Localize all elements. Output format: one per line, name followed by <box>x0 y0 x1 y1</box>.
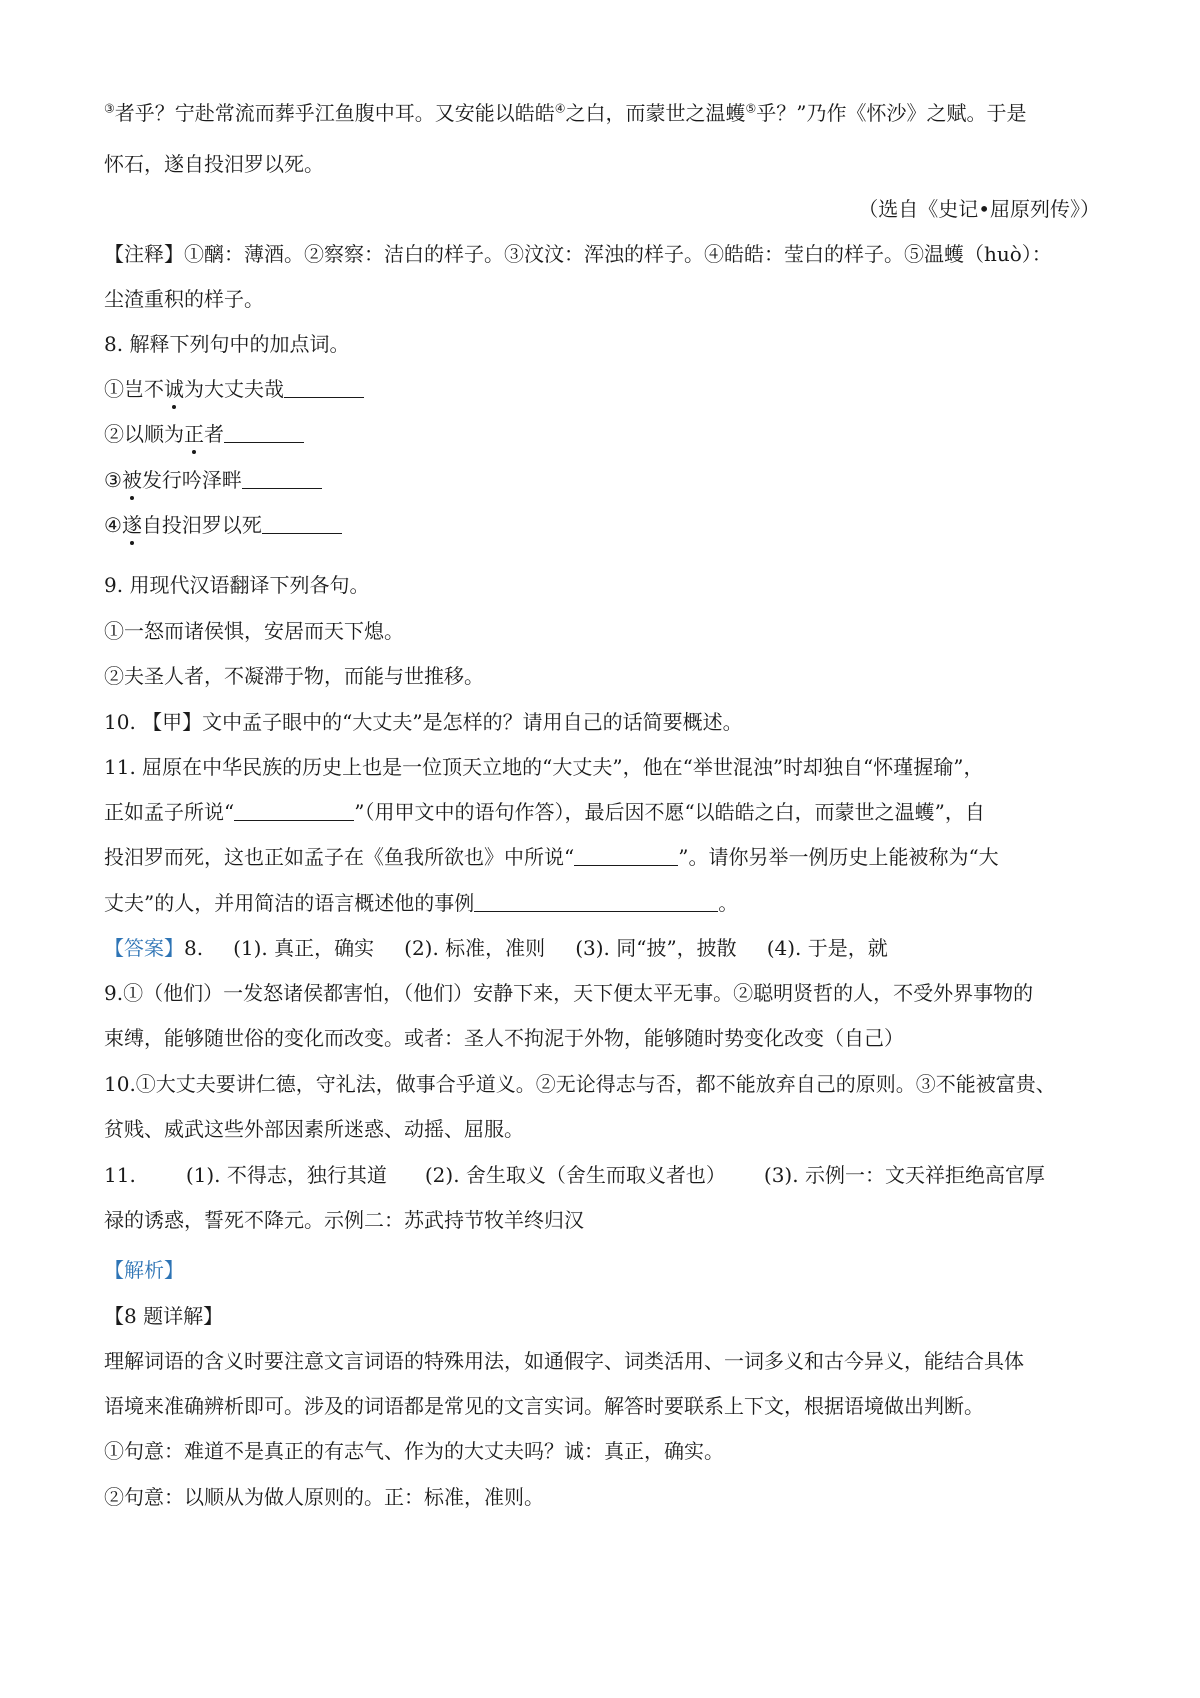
answer-blank <box>224 422 304 443</box>
answer-q9-line-2: 束缚，能够随世俗的变化而改变。或者：圣人不拘泥于外物，能够随时势变化改变（自己） <box>104 1026 904 1050</box>
passage-line-2: 怀石，遂自投汨罗以死。 <box>104 152 324 176</box>
answer-blank <box>474 891 718 912</box>
analysis-label: 【解析】 <box>104 1258 184 1282</box>
analysis-q8-heading: 【8 题详解】 <box>104 1304 224 1328</box>
q8-title: 8. 解释下列句中的加点词。 <box>104 332 350 356</box>
q11-line-1: 11. 屈原在中华民族的历史上也是一位顶天立地的“大丈夫”，他在“举世混浊”时却独自“怀瑾握瑜”， <box>104 755 984 779</box>
q11-line-4: 丈夫”的人，并用简洁的语言概述他的事例 。 <box>104 891 739 915</box>
notes-line-1: 【注释】①醨：薄酒。②察察：洁白的样子。③汶汶：浑浊的样子。④皓皓：莹白的样子。⑤温蠖（huò）： <box>104 242 1052 266</box>
analysis-item-1: ①句意：难道不是真正的有志气、作为的大丈夫吗？诚：真正，确实。 <box>104 1439 724 1463</box>
dotted-word: 诚 <box>164 377 184 401</box>
analysis-p1-line-2: 语境来准确辨析即可。涉及的词语都是常见的文言实词。解答时要联系上下文，根据语境做出判断。 <box>104 1394 984 1418</box>
answer-blank <box>234 800 354 821</box>
passage-source: （选自《史记•屈原列传》） <box>858 197 1100 221</box>
answer-blank <box>574 845 678 866</box>
dotted-word: 遂 <box>121 513 142 537</box>
answer-q11-line-1: 11. (1). 不得志，独行其道 (2). 舍生取义（舍生而取义者也） (3). 示例一：文天祥拒绝高官厚 <box>104 1163 1045 1187</box>
answer-q8: 【答案】8. (1). 真正，确实 (2). 标准，准则 (3). 同“披”，披散 (4). 于是，就 <box>104 936 888 960</box>
answer-q9-line-1: 9.①（他们）一发怒诸侯都害怕，（他们）安静下来，天下便太平无事。②聪明贤哲的人，不受外界事物的 <box>104 981 1034 1005</box>
dotted-word: 正 <box>184 422 204 446</box>
q11-line-3: 投汨罗而死，这也正如孟子在《鱼我所欲也》中所说“ ”。请你另举一例历史上能被称为“大 <box>104 845 999 869</box>
q8-item-1: ①岂不诚为大丈夫哉 <box>104 375 1104 403</box>
answer-blank <box>262 513 342 534</box>
q8-item-2: ②以顺为正者 <box>104 420 1104 448</box>
q8-item-3: ③被发行吟泽畔 <box>104 466 1104 494</box>
notes-line-2: 尘渣重积的样子。 <box>104 287 264 311</box>
analysis-p1-line-1: 理解词语的含义时要注意文言词语的特殊用法，如通假字、词类活用、一词多义和古今异义，能结合具体 <box>104 1349 1024 1373</box>
answer-q10-line-1: 10.①大丈夫要讲仁德，守礼法，做事合乎道义。②无论得志与否，都不能放弃自己的原则。③不能被富贵、 <box>104 1072 1056 1096</box>
q9-title: 9. 用现代汉语翻译下列各句。 <box>104 573 370 597</box>
answer-q10-line-2: 贫贱、威武这些外部因素所迷惑、动摇、屈服。 <box>104 1117 524 1141</box>
answer-blank <box>242 468 322 489</box>
passage-line-1: ③者乎？宁赴常流而葬乎江鱼腹中耳。又安能以皓皓④之白，而蒙世之温蠖⑤乎？”乃作《怀沙》之赋。于是 <box>104 101 1027 125</box>
dotted-word: 被 <box>121 468 142 492</box>
q9-item-2: ②夫圣人者，不凝滞于物，而能与世推移。 <box>104 664 484 688</box>
q11-line-2: 正如孟子所说“ ”（用甲文中的语句作答），最后因不愿“以皓皓之白，而蒙世之温蠖”，自 <box>104 800 985 824</box>
q10-title: 10. 【甲】文中孟子眼中的“大丈夫”是怎样的？请用自己的话简要概述。 <box>104 710 743 734</box>
analysis-item-2: ②句意：以顺从为做人原则的。正：标准，准则。 <box>104 1485 544 1509</box>
answer-q11-line-2: 禄的诱惑，誓死不降元。示例二：苏武持节牧羊终归汉 <box>104 1208 584 1232</box>
q8-item-4: ④遂自投汨罗以死 <box>104 511 1104 539</box>
answer-label: 【答案】 <box>104 936 184 960</box>
answer-blank <box>284 377 364 398</box>
q9-item-1: ①一怒而诸侯惧，安居而天下熄。 <box>104 619 404 643</box>
